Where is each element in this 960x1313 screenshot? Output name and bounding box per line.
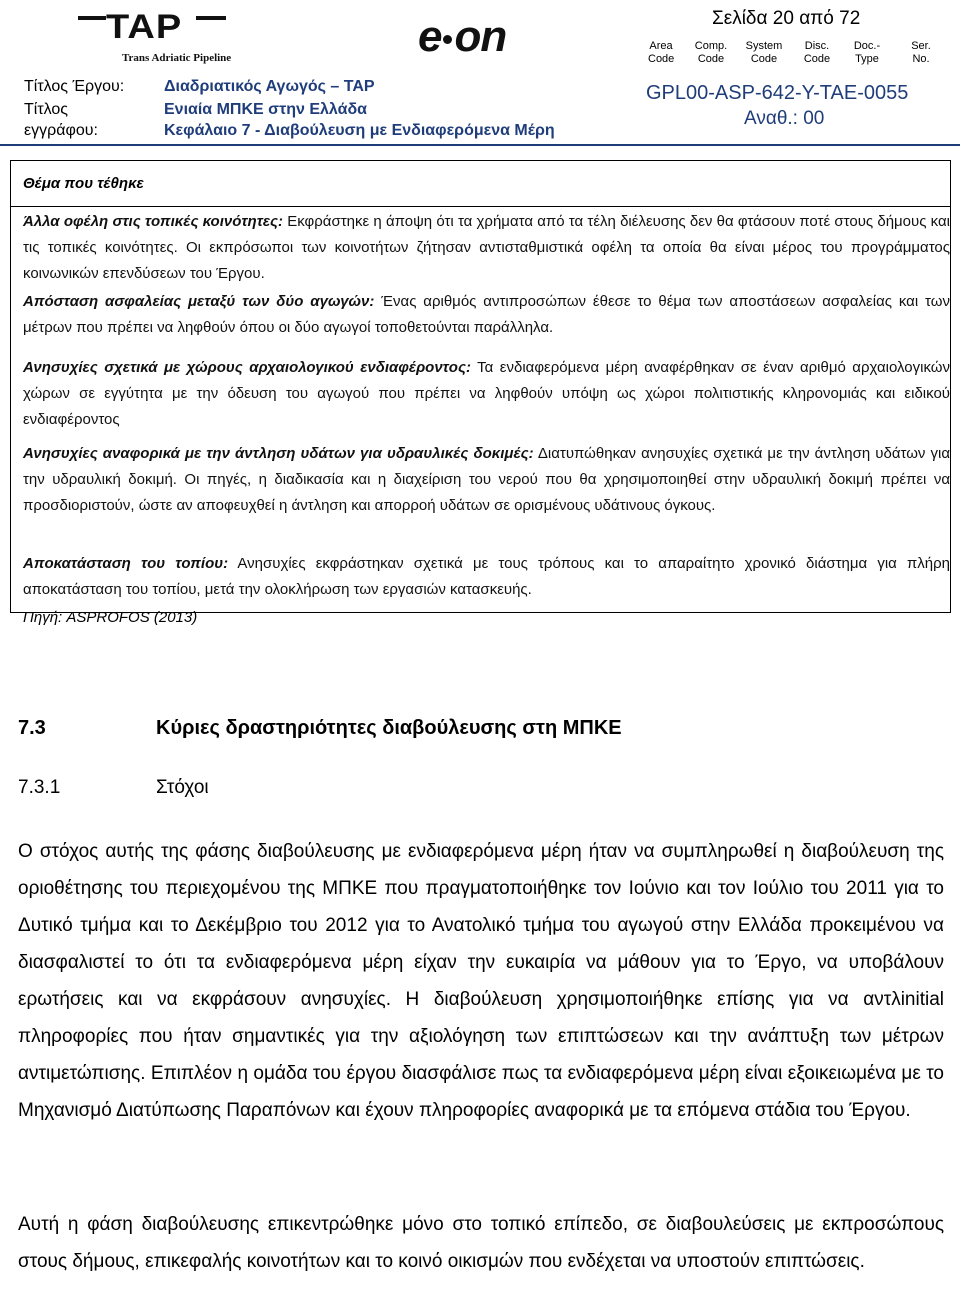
- project-title-label: Τίτλος Έργου:: [24, 78, 125, 95]
- project-title-value: Διαδριατικός Αγωγός – TAP: [164, 78, 375, 95]
- code-col-serno: Ser. No.: [911, 40, 931, 65]
- eon-logo-dot: [443, 35, 452, 44]
- eon-logo: [418, 12, 506, 62]
- issue-item: Άλλα οφέλη στις τοπικές κοινότητες: Εκφράστηκε η άποψη ότι τα χρήματα από τα τέλη διέλευσης δεν θα φτάσουν ποτέ στους δήμους και τις τοπικές κοινότητες. Οι εκπρόσωποι των κοινοτήτων ζήτησαν αντισταθμιστικά οφέλη τα οποία θα είναι μέρος του προγράμματος κοινωνικών επενδύσεων του Έργου.: [23, 213, 950, 282]
- code-columns: [648, 40, 948, 68]
- issue-item: Απόσταση ασφαλείας μεταξύ των δύο αγωγών: Ένας αριθμός αντιπροσώπων έθεσε το θέμα των αποστάσεων ασφαλείας και των μέτρων που πρέπει να ληφθούν όπου οι δύο αγωγοί τοποθετούνται παράλληλα.: [23, 293, 950, 336]
- document-title-value-line1: Ενιαία ΜΠΚΕ στην Ελλάδα: [164, 101, 367, 118]
- issues-table-header: [11, 161, 950, 207]
- eon-logo-e: e: [418, 12, 442, 61]
- issue-item: Ανησυχίες αναφορικά με την άντληση υδάτων για υδραυλικές δοκιμές: Διατυπώθηκαν ανησυχίες σχετικά με την άντληση υδάτων για την υδραυλική δοκιμή. Οι πηγές, η διαδικασία και η διαχείριση του νερού που θα χρησιμοποιηθεί στην υδραυλική δοκιμή πρέπει να προσδιοριστούν, ώστε αν αποφευχθεί η άντληση και απορροή υδάτων σε ορισμένους υδάτινους όγκους.: [23, 445, 951, 514]
- issues-table: [10, 160, 951, 626]
- document-title-value-line2: Κεφάλαιο 7 - Διαβούλευση με Ενδιαφερόμενα Μέρη: [164, 122, 555, 139]
- header-divider: [0, 144, 960, 146]
- tap-logo: [78, 6, 232, 66]
- body-paragraph: Ο στόχος αυτής της φάσης διαβούλευσης με ενδιαφερόμενα μέρη ήταν να συμπληρωθεί η διαβούλευση της οριοθέτησης του περιεχομένου της ΜΠΚΕ που πραγματοποιήθηκε τον Ιούνιο και τον Ιούλιο του 2011 για το Δυτικό τμήμα και το Δεκέμβριο του 2012 για το Ανατολικό τμήμα του αγωγού στην Ελλάδα προκειμένου να διασφαλιστεί το ότι τα ενδιαφερόμενα μέρη είχαν την ευκαιρία να μάθουν για το Έργο, να υποβάλουν ερωτήσεις και να εκφράσουν ανησυχίες. Η διαβούλευση χρησιμοποιήθηκε επίσης για να αντλinitial πληροφορίες που ήταν σημαντικές για την αξιολόγηση των επιπτώσεων και την ανάπτυξη των μέτρων αντιμετώπισης. Επιπλέον η ομάδα του έργου διασφάλισε πως τα ενδιαφερόμενα μέρη είναι εξοικειωμένα με το Μηχανισμό Διατύπωσης Παραπόνων και έχουν πληροφορίες αναφορικά με τα επόμενα στάδια του Έργου.: [18, 841, 944, 1121]
- tap-logo-text: TAP: [106, 8, 183, 46]
- document-title-label-line2: εγγράφου:: [24, 122, 98, 139]
- code-col-doctype: Doc.- Type: [853, 40, 881, 65]
- issue-item: Αποκατάσταση του τοπίου: Ανησυχίες εκφράστηκαν σχετικά με τους τρόπους και το απαραίτητο χρονικό διάστημα για πλήρη αποκατάσταση του τοπίου, μετά την ολοκλήρωση των εργασιών κατασκευής.: [23, 555, 950, 598]
- subsection-title: Στόχοι: [156, 777, 209, 798]
- document-title-label-line1: Τίτλος: [24, 101, 69, 118]
- issue-item: Ανησυχίες σχετικά με χώρους αρχαιολογικού ενδιαφέροντος: Τα ενδιαφερόμενα μέρη αναφέρθηκαν σε έναν αριθμό αρχαιολογικών χώρων σε εγγύτητα με την όδευση του αγωγού που πρέπει να ληφθούν υπόψη ως χώροι πολιτιστικής κληρονομιάς και ειδικού ενδιαφέροντος: [23, 359, 950, 428]
- page-number: Σελίδα 20 από 72: [712, 8, 861, 29]
- page-header: [0, 0, 960, 150]
- subsection-number: 7.3.1: [18, 777, 61, 798]
- body-paragraph: Αυτή η φάση διαβούλευσης επικεντρώθηκε μόνο στο τοπικό επίπεδο, σε διαβουλεύσεις με εκπροσώπους στους δήμους, επικεφαλής κοινοτήτων και το κοινό οικισμών που ενδέχεται να υποστούν επιπτώσεις.: [18, 1214, 944, 1272]
- table-source: Πηγή: ASPROFOS (2013): [23, 609, 198, 626]
- issues-table-heading: Θέμα που τέθηκε: [23, 175, 144, 192]
- document-number: GPL00-ASP-642-Y-TAE-0055: [646, 82, 909, 104]
- section-title: Κύριες δραστηριότητες διαβούλευσης στη ΜΠΚΕ: [156, 717, 622, 739]
- revision: Αναθ.: 00: [744, 108, 825, 129]
- code-col-disc: Disc. Code: [803, 40, 831, 65]
- tap-logo-subtitle: Trans Adriatic Pipeline: [122, 52, 232, 64]
- eon-logo-text: on: [454, 12, 507, 61]
- code-col-comp: Comp. Code: [694, 40, 728, 65]
- code-col-area: Area Code: [648, 40, 675, 65]
- section-number: 7.3: [18, 717, 46, 739]
- code-col-system: System Code: [745, 40, 783, 65]
